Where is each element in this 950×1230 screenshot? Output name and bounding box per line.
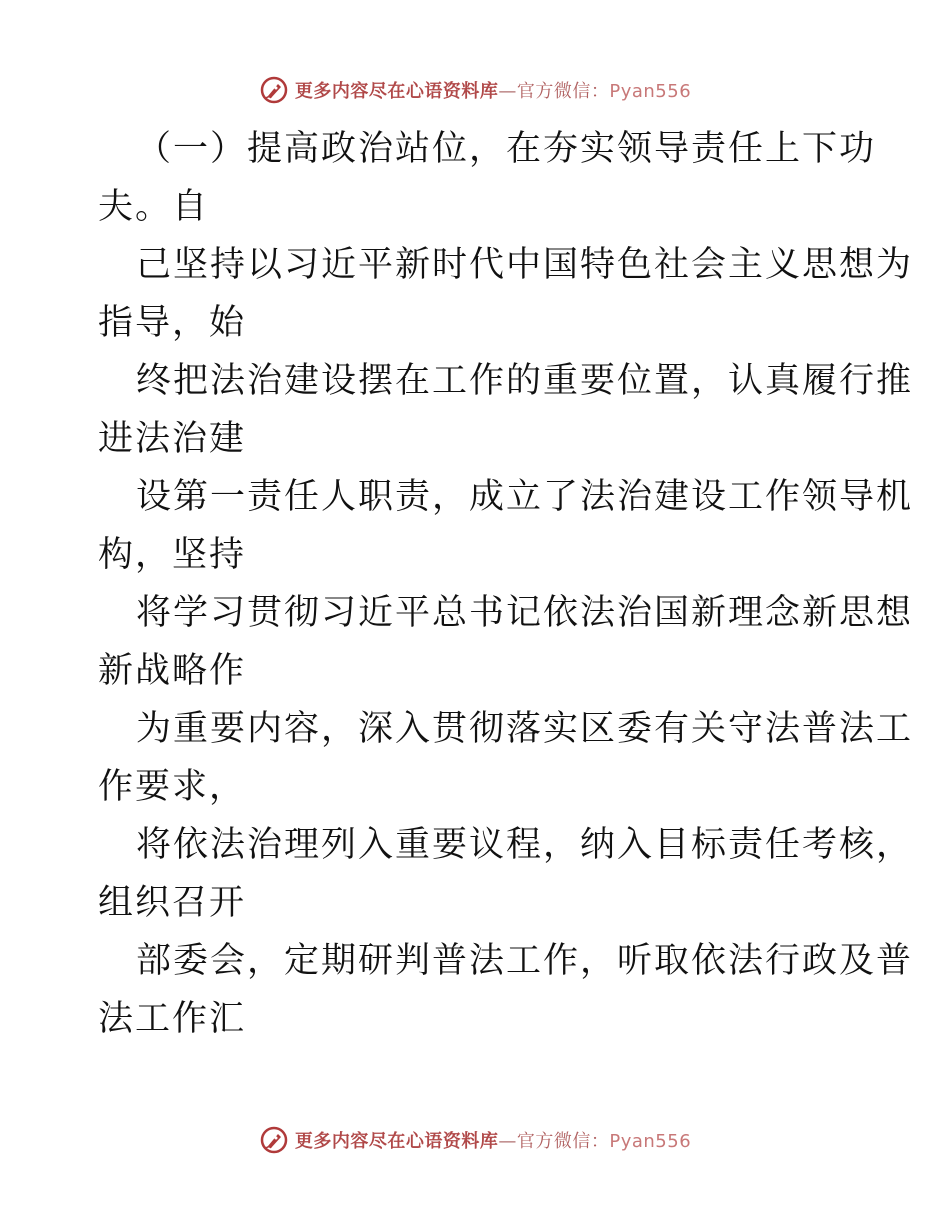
text-line: 组织召开 bbox=[98, 883, 247, 923]
text-line: 指导，始 bbox=[98, 303, 247, 343]
text-line: 新战略作 bbox=[98, 651, 247, 691]
text-line: 己坚持以习近平新时代中国特色社会主义思想为 bbox=[136, 245, 914, 285]
text-line: 构，坚持 bbox=[98, 535, 247, 575]
banner-separator: — bbox=[498, 1131, 517, 1152]
banner-wechat-label: 官方微信： bbox=[516, 81, 610, 102]
banner-wechat-label: 官方微信： bbox=[516, 1131, 610, 1152]
pen-nib-logo-icon bbox=[259, 75, 289, 105]
text-line: 将学习贯彻习近平总书记依法治国新理念新思想 bbox=[136, 593, 914, 633]
text-line: 为重要内容，深入贯彻落实区委有关守法普法工 bbox=[136, 709, 914, 749]
text-line: 设第一责任人职责，成立了法治建设工作领导机 bbox=[136, 477, 914, 517]
text-line: 作要求， bbox=[98, 767, 247, 807]
pen-nib-logo-icon bbox=[259, 1125, 289, 1155]
text-line: （一）提高政治站位，在夯实领导责任上下功 bbox=[136, 129, 877, 169]
text-line: 法工作汇 bbox=[98, 999, 247, 1039]
banner-text bbox=[295, 77, 691, 103]
header-banner bbox=[0, 70, 950, 110]
banner-wechat-id: Pyan556 bbox=[609, 81, 692, 102]
banner-site-text: 更多内容尽在心语资料库 bbox=[294, 81, 499, 102]
banner-text bbox=[295, 1127, 691, 1153]
banner-wechat-id: Pyan556 bbox=[609, 1131, 692, 1152]
text-line: 终把法治建设摆在工作的重要位置，认真履行推 bbox=[136, 361, 914, 401]
text-line: 夫。自 bbox=[98, 187, 210, 227]
footer-banner bbox=[0, 1120, 950, 1160]
banner-separator: — bbox=[498, 81, 517, 102]
text-line: 将依法治理列入重要议程，纳入目标责任考核， bbox=[136, 825, 914, 865]
text-line: 进法治建 bbox=[98, 419, 247, 459]
banner-site-text: 更多内容尽在心语资料库 bbox=[294, 1131, 499, 1152]
text-line: 部委会，定期研判普法工作，听取依法行政及普 bbox=[136, 941, 914, 981]
document-body bbox=[98, 120, 914, 1048]
